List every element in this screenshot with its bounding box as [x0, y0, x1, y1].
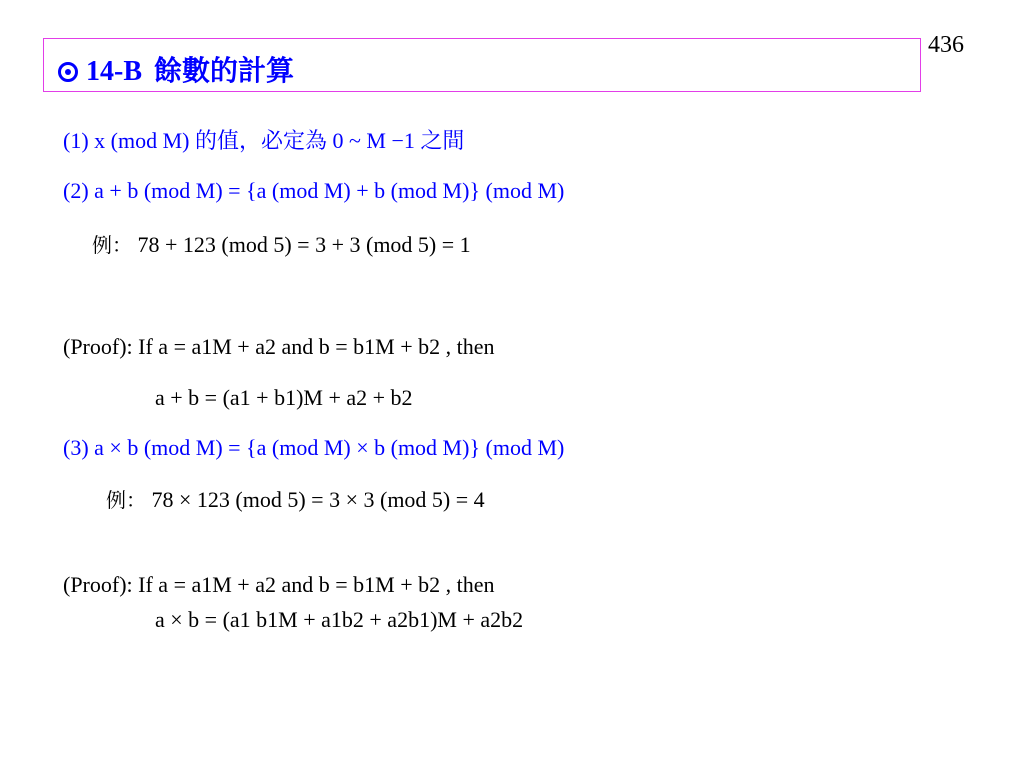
title-box — [43, 38, 921, 92]
example-2-label: 例： — [106, 488, 146, 512]
example-2 — [106, 486, 485, 514]
rule-3: (3) a × b (mod M) = {a (mod M) × b (mod M)} (mod M) — [63, 435, 565, 460]
rule-1: (1) x (mod M) 的值，必定為 0 ~ M −1 之間 — [63, 128, 465, 153]
title-number: 14-B — [86, 56, 142, 87]
rule-2: (2) a + b (mod M) = {a (mod M) + b (mod M)} (mod M) — [63, 178, 565, 203]
proof-2-result: a × b = (a1 b1M + a1b2 + a2b1)M + a2b2 — [155, 607, 524, 632]
title-text: 餘數的計算 — [154, 54, 295, 87]
example-1-text: 78 + 123 (mod 5) = 3 + 3 (mod 5) = 1 — [137, 232, 471, 257]
page-title — [58, 49, 294, 89]
example-1-label: 例： — [92, 233, 132, 257]
proof-1-result: a + b = (a1 + b1)M + a2 + b2 — [155, 385, 413, 410]
example-1 — [92, 231, 471, 259]
circled-dot-icon — [58, 62, 78, 82]
page-number: 436 — [928, 32, 964, 58]
proof-1: (Proof): If a = a1M + a2 and b = b1M + b2 , then — [63, 334, 495, 359]
proof-2: (Proof): If a = a1M + a2 and b = b1M + b2 , then — [63, 572, 495, 597]
example-2-text: 78 × 123 (mod 5) = 3 × 3 (mod 5) = 4 — [151, 487, 485, 512]
